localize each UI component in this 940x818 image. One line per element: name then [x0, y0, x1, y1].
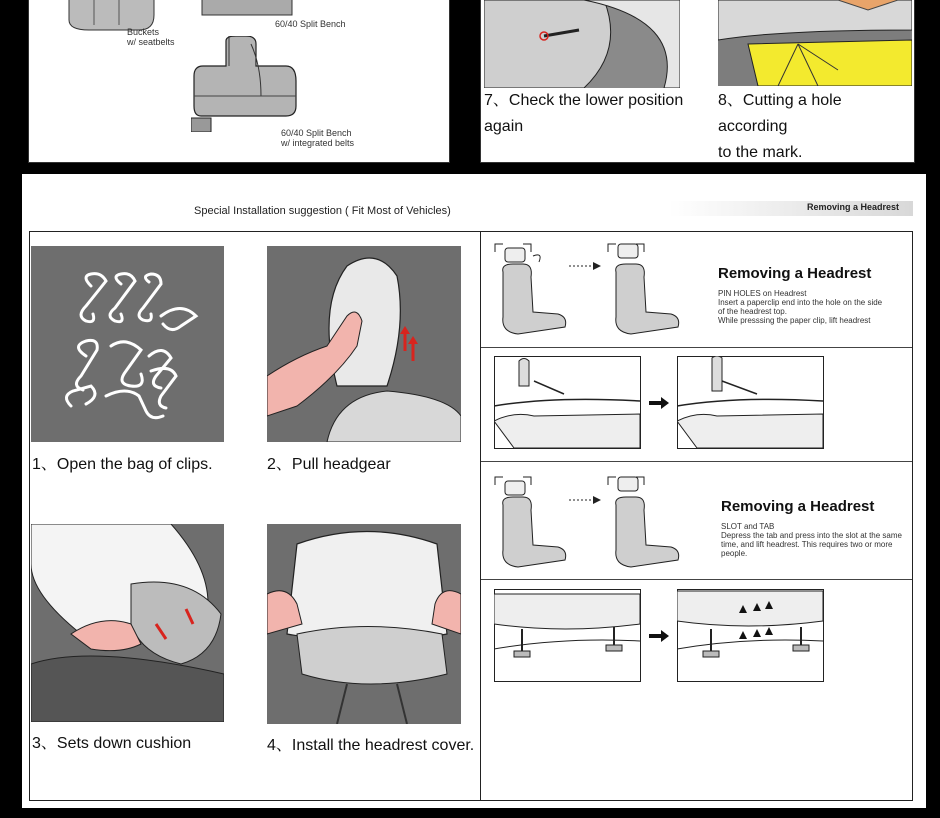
seat-after-illustration — [606, 242, 686, 342]
top-left-panel — [28, 0, 450, 163]
arrow-right-icon — [569, 494, 603, 506]
seat-after-illustration — [606, 475, 686, 575]
pin-hole-detail-after — [677, 356, 824, 449]
step1-photo — [31, 246, 224, 442]
split-bench-illustration — [197, 0, 297, 20]
clips-icon — [31, 246, 224, 442]
arrow-right-icon — [649, 397, 669, 409]
split-bench-belts-illustration — [191, 36, 301, 132]
bucket-label: Buckets w/ seatbelts — [127, 27, 175, 47]
step3-caption: 3、Sets down cushion — [32, 735, 192, 752]
step3-photo — [31, 524, 224, 722]
slot-tab-detail-before — [494, 589, 641, 682]
removing-title-2: Removing a Headrest — [721, 498, 875, 515]
seat-before-illustration — [493, 475, 573, 575]
seat-before-illustration — [493, 242, 573, 342]
step4-photo — [267, 524, 461, 724]
removing-text-1: PIN HOLES on Headrest Insert a paperclip end into the hole on the side of the headrest top. While presssing the paper clip, lift headrest — [718, 289, 883, 325]
removing-headrest-box — [480, 231, 913, 801]
removing-title-1: Removing a Headrest — [718, 265, 872, 282]
removing-text-2: SLOT and TAB Depress the tab and press into the slot at the same time, and lift headrest. This requires two or more people. — [721, 522, 902, 558]
step8-illustration — [718, 0, 912, 86]
arrow-right-icon — [569, 260, 603, 272]
special-title: Special Installation suggestion ( Fit Most of Vehicles) — [194, 205, 451, 217]
main-panel — [22, 174, 926, 808]
step2-photo — [267, 246, 461, 442]
top-right-panel — [480, 0, 915, 163]
step7-caption: 7、Check the lower position again — [484, 92, 684, 135]
step7-illustration — [484, 0, 680, 88]
step2-caption: 2、Pull headgear — [267, 456, 391, 473]
step4-caption: 4、Install the headrest cover. — [267, 737, 475, 754]
step8-caption: 8、Cutting a hole according to the mark. — [718, 92, 842, 161]
special-steps-box — [29, 231, 481, 801]
pin-hole-detail-before — [494, 356, 641, 449]
step1-caption: 1、Open the bag of clips. — [32, 456, 213, 473]
removing-header-tab: Removing a Headrest — [669, 201, 913, 216]
arrow-right-icon — [649, 630, 669, 642]
slot-tab-detail-after — [677, 589, 824, 682]
split-bench-label: 60/40 Split Bench — [275, 19, 346, 29]
split-bench-belts-label: 60/40 Split Bench w/ integrated belts — [281, 128, 355, 148]
